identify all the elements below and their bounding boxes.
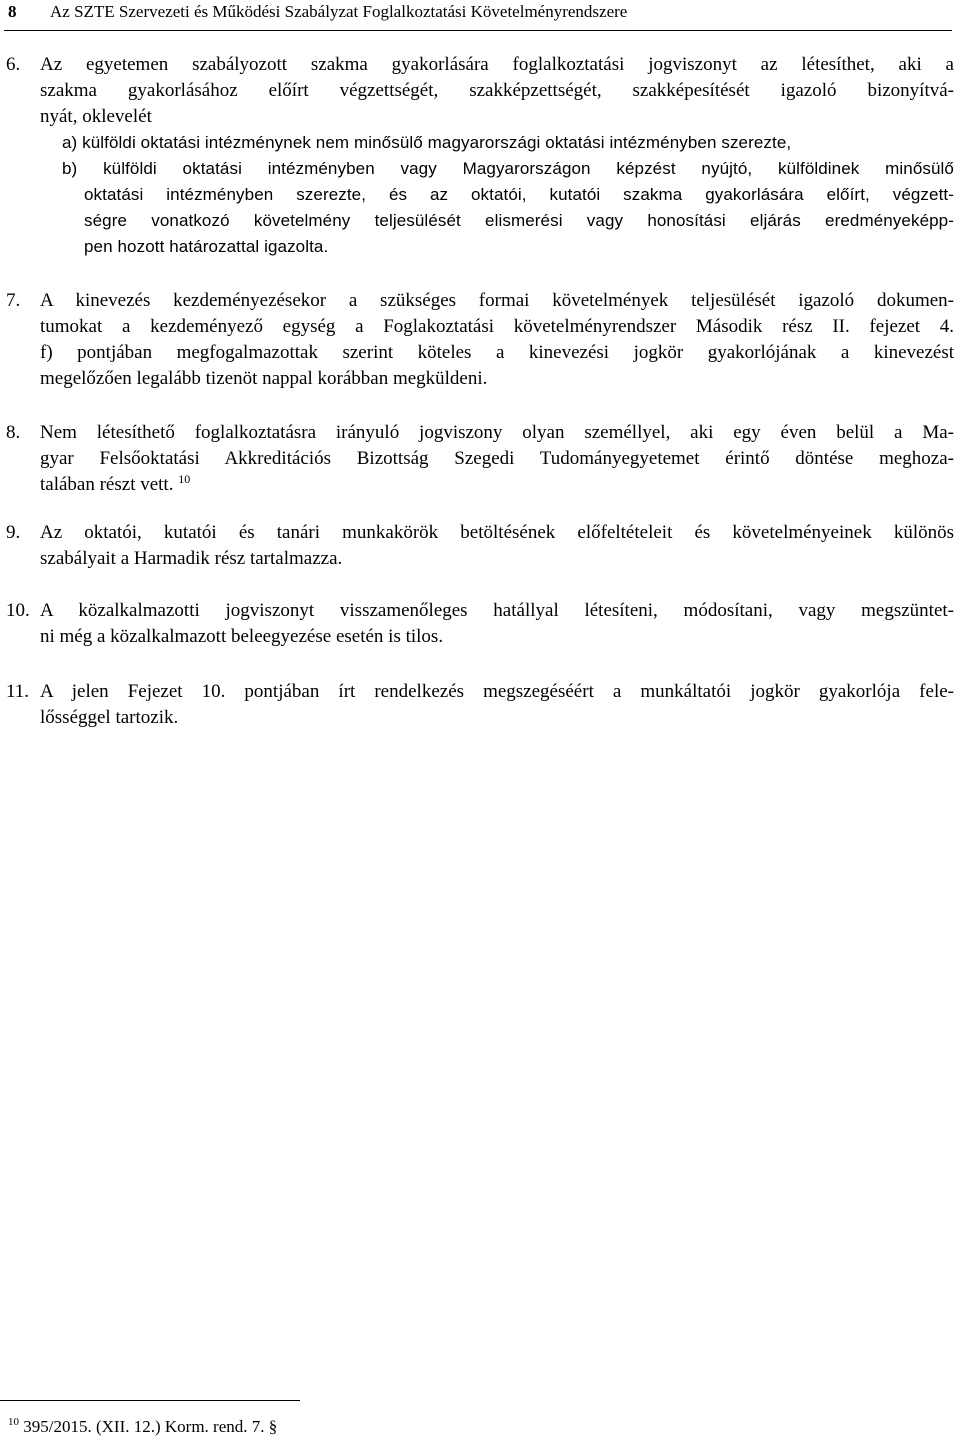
page-number: 8 <box>8 2 17 21</box>
list-item-b <box>62 156 954 182</box>
paragraph-number: 9. <box>6 522 21 543</box>
page-header <box>4 0 952 31</box>
paragraph-line: Nem létesíthető foglalkoztatásra irányuló jogviszony olyan személlyel, aki egy éven belül a Ma- <box>40 422 954 443</box>
paragraph-11 <box>6 679 954 731</box>
paragraph-line: f) pontjában megfogalmazottak szerint köteles a kinevezési jogkör gyakorlójának a kinevezést <box>40 342 954 363</box>
paragraph-line: A kinevezés kezdeményezésekor a szükséges formai követelmények teljesülését igazoló dokumen- <box>40 290 954 311</box>
paragraph-line: Az egyetemen szabályozott szakma gyakorlására foglalkoztatási jogviszonyt az létesíthet, aki a <box>40 54 954 75</box>
list-item-b-continuation <box>84 182 954 260</box>
list-item-text: b) külföldi oktatási intézményben vagy Magyarországon képzést nyújtó, külföldinek minősülő <box>62 159 954 178</box>
paragraph-line: szabályait a Harmadik rész tartalmazza. <box>40 548 343 569</box>
footnote-number: 10 <box>8 1416 19 1428</box>
paragraph-line: szakma gyakorlásához előírt végzettségét, szakképzettségét, szakképesítését igazoló bizonyítvá- <box>40 80 954 101</box>
footnote <box>8 1416 277 1438</box>
paragraph-number: 8. <box>6 422 21 443</box>
paragraph-line: lősséggel tartozik. <box>40 707 179 728</box>
paragraph-line: gyar Felsőoktatási Akkreditációs Bizottság Szegedi Tudományegyetemet érintő döntése meghoza- <box>40 448 954 469</box>
footnote-reference[interactable]: 10 <box>178 472 191 486</box>
paragraph-line-text: talában részt vett. <box>40 474 174 495</box>
paragraph-line: ni még a közalkalmazott beleegyezése esetén is tilos. <box>40 626 444 647</box>
paragraph-number: 10. <box>6 600 30 621</box>
footnote-separator <box>0 1400 300 1401</box>
header-title: Az SZTE Szervezeti és Működési Szabályzat Foglalkoztatási Követelményrendszere <box>50 2 628 21</box>
list-item-text: ségre vonatkozó követelmény teljesülését elismerési vagy honosítási eljárás eredményeképp- <box>84 211 954 230</box>
section-sign-icon: § <box>268 1417 278 1436</box>
paragraph-7 <box>6 288 954 392</box>
paragraph-number: 6. <box>6 54 21 75</box>
paragraph-line: megelőzően legalább tizenöt nappal korábban megküldeni. <box>40 368 488 389</box>
list-item-a <box>62 130 954 156</box>
paragraph-line: A közalkalmazotti jogviszonyt visszamenőleges hatállyal létesíteni, módosítani, vagy megszüntet- <box>40 600 954 621</box>
paragraph-9 <box>6 520 954 572</box>
footnote-text: 395/2015. (XII. 12.) Korm. rend. 7. <box>23 1417 265 1436</box>
paragraph-number: 7. <box>6 290 21 311</box>
list-item-text: oktatási intézményben szerezte, és az oktatói, kutatói szakma gyakorlására előírt, végzett- <box>84 185 954 204</box>
paragraph-8 <box>6 420 954 498</box>
paragraph-line <box>40 472 954 498</box>
list-item-text: pen hozott határozattal igazolta. <box>84 237 329 256</box>
paragraph-10 <box>6 598 954 650</box>
list-item-text: a) külföldi oktatási intézménynek nem minősülő magyarországi oktatási intézményben szerezte, <box>62 133 792 152</box>
paragraph-line: tumokat a kezdeményező egység a Foglakoztatási követelményrendszer Második rész II. fejezet 4. <box>40 316 954 337</box>
paragraph-line: Az oktatói, kutatói és tanári munkakörök betöltésének előfeltételeit és követelményeinek különös <box>40 522 954 543</box>
paragraph-6 <box>6 52 954 130</box>
paragraph-number: 11. <box>6 681 30 702</box>
paragraph-line: A jelen Fejezet 10. pontjában írt rendelkezés megszegéséért a munkáltatói jogkör gyakorlója fele- <box>40 681 954 702</box>
paragraph-line: nyát, oklevelét <box>40 106 152 127</box>
